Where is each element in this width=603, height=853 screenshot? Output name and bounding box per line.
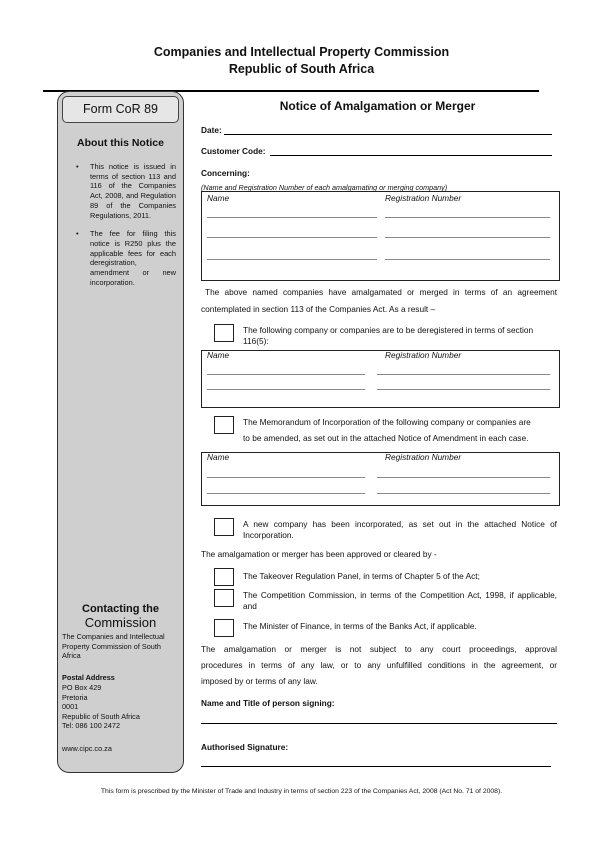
sidebar (57, 91, 184, 773)
minister-finance-label: The Minister of Finance, in terms of the Banks Act, if applicable. (243, 621, 477, 631)
customer-code-label: Customer Code: (201, 146, 266, 156)
country-name: Republic of South Africa (228, 62, 375, 76)
col-name-header: Name (207, 193, 230, 203)
competition-commission-checkbox[interactable] (214, 589, 234, 607)
col-name-header: Name (207, 452, 230, 462)
minister-finance-checkbox[interactable] (214, 619, 234, 637)
contact-organisation: The Companies and Intellectual Property Commission of South Africa (62, 632, 165, 661)
concerning-label: Concerning: (201, 168, 250, 178)
deregister-checkbox[interactable] (214, 324, 234, 342)
date-label: Date: (201, 125, 222, 135)
about-item: • This notice is issued in terms of section 113 and 116 of the Companies Act, 2008, and Regulation 89 of the Companies Regulations, 2011. (76, 162, 176, 220)
contact-title: Contacting the Commission (82, 603, 159, 630)
form-id-badge: Form CoR 89 (62, 96, 179, 123)
new-company-checkbox[interactable] (214, 518, 234, 536)
col-name-header: Name (207, 350, 230, 360)
new-company-label: A new company has been incorporated, as set out in the attached Notice of Incorporation. (243, 519, 557, 540)
about-item: • The fee for filing this notice is R250 plus the applicable fees for each deregistration, amendment or new incorporation. (76, 229, 176, 287)
website-link[interactable]: www.cipc.co.za (62, 744, 112, 753)
reg-number-field[interactable] (385, 217, 550, 218)
about-title: About this Notice (77, 137, 164, 149)
name-field[interactable] (207, 493, 365, 494)
trp-checkbox[interactable] (214, 568, 234, 586)
postal-label: Postal Address (62, 673, 115, 682)
postal-address: PO Box 429 Pretoria 0001 Republic of South Africa Tel: 086 100 2472 (62, 683, 140, 731)
reg-number-field[interactable] (377, 374, 550, 375)
name-field[interactable] (207, 389, 365, 390)
bullet-icon: • (76, 229, 79, 239)
approved-label: The amalgamation or merger has been approved or cleared by - (201, 549, 437, 559)
name-field[interactable] (207, 217, 377, 218)
name-field[interactable] (207, 374, 365, 375)
trp-label: The Takeover Regulation Panel, in terms of Chapter 5 of the Act; (243, 571, 480, 581)
about-list (64, 162, 176, 296)
bullet-icon: • (76, 162, 79, 171)
deregister-table (201, 350, 560, 408)
amend-table (201, 452, 560, 506)
amend-moi-checkbox[interactable] (214, 416, 234, 434)
concerning-note: (Name and Registration Number of each amalgamating or merging company) (201, 183, 448, 192)
name-field[interactable] (207, 259, 377, 260)
reg-number-field[interactable] (377, 493, 550, 494)
date-field[interactable] (224, 134, 552, 135)
customer-code-field[interactable] (270, 155, 552, 156)
reg-number-field[interactable] (385, 237, 550, 238)
commission-name: Companies and Intellectual Property Commission (153, 45, 450, 59)
name-field[interactable] (207, 237, 377, 238)
merger-statement: The above named companies have amalgamated or merged in terms of an agreement contemplated in section 113 of the Companies Act. As a result – (201, 287, 557, 314)
signer-field[interactable] (201, 723, 557, 724)
competition-commission-label: The Competition Commission, in terms of the Competition Act, 1998, if applicable, and (243, 590, 557, 611)
col-reg-header: Registration Number (385, 452, 462, 462)
name-field[interactable] (207, 477, 365, 478)
reg-number-field[interactable] (385, 259, 550, 260)
deregister-label: The following company or companies are to be deregistered in terms of section 116(5): (243, 325, 534, 346)
concerning-table (201, 191, 560, 281)
col-reg-header: Registration Number (385, 193, 462, 203)
page-title: Notice of Amalgamation or Merger (279, 99, 476, 113)
reg-number-field[interactable] (377, 477, 550, 478)
signature-field[interactable] (201, 766, 551, 767)
reg-number-field[interactable] (377, 389, 550, 390)
signer-label: Name and Title of person signing: (201, 698, 335, 708)
footer-note: This form is prescribed by the Minister of Trade and Industry in terms of section 223 of the Companies Act, 2008 (Act No. 71 of 2008). (100, 788, 503, 795)
col-reg-header: Registration Number (385, 350, 462, 360)
amend-moi-label: The Memorandum of Incorporation of the following company or companies are to be amended, as set out in the attached Notice of Amendment in each case. (243, 417, 531, 443)
signature-label: Authorised Signature: (201, 742, 289, 752)
no-proceedings-statement: The amalgamation or merger is not subject to any court proceedings, approval procedures in terms of any law, or to any unfulfilled conditions in the agreement, or imposed by or terms of any law. (201, 644, 557, 686)
